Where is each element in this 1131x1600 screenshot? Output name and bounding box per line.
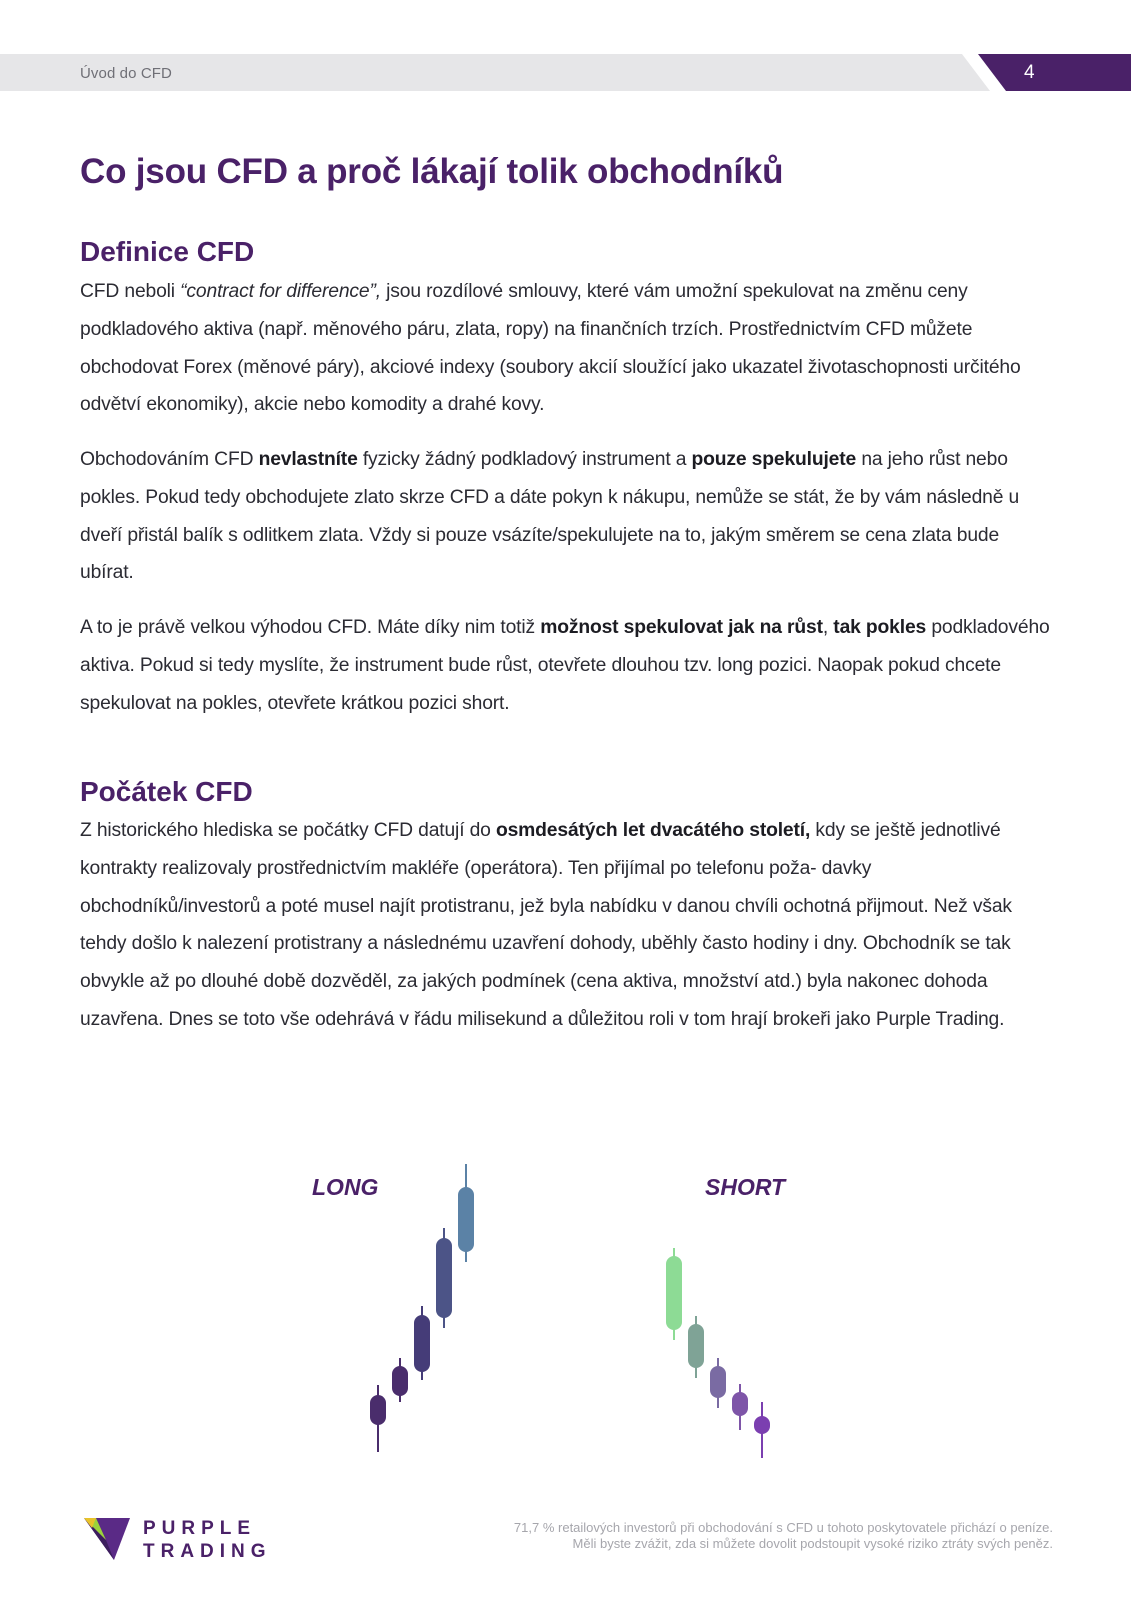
candle-body xyxy=(458,1187,474,1252)
candlestick-illustration xyxy=(0,1140,1131,1460)
page-number: 4 xyxy=(1024,62,1035,83)
paragraph-pocatek-1 xyxy=(80,812,1055,1039)
candle-body xyxy=(370,1395,386,1425)
header-section-title: Úvod do CFD xyxy=(80,65,172,82)
text-run: Obchodováním CFD xyxy=(80,449,259,470)
text-run: jsou rozdílové smlouvy, které vám umožní spekulovat na změnu ceny podkladového aktiva (např. měnového páru, zlata, ropy) na finančních trzích. Prostřednictvím CFD můžete obchodovat Forex (měnové páry), akciové indexy (soubory akcií sloužící jako ukazatel životaschopnosti určitého odvětví ekonomiky), akcie nebo komodity a drahé kovy. xyxy=(80,281,1021,416)
text-run: kdy se ještě jednotlivé kontrakty realizovaly prostřednictvím makléře (operátora). Ten přijímal po telefonu poža- davky obchodníků/investorů a poté musel najít protistranu, jež byla nabídku v danou chvíli ochotná přijmout. Než však tehdy došlo k nalezení protistrany a následnému uzavření dohody, uběhly často hodiny i dny. Obchodník se tak obvykle až po dlouhé době dozvěděl, za jakých podmínek (cena aktiva, množství atd.) byla nakonec dohoda uzavřena. Dnes se toto vše odehrává v řádu milisekund a důležitou roli v tom hrají brokeři jako Purple Trading. xyxy=(80,820,1012,1030)
short-candle xyxy=(666,1248,682,1340)
text-run: , xyxy=(822,617,834,638)
text-run: na jeho růst nebo pokles. Pokud tedy obchodujete zlato skrze CFD a dáte pokyn k nákupu, nemůže se stát, že by vám následně u dveří přistál balík s odlitkem zlata. Vždy si pouze vsázíte/spekulujete na to, jakým směrem se cena zlata bude ubírat. xyxy=(80,449,1020,584)
long-candle xyxy=(392,1358,408,1402)
candle-body xyxy=(732,1392,748,1416)
short-candle xyxy=(688,1316,704,1378)
page-number-tab xyxy=(978,54,1131,91)
text-run: CFD neboli xyxy=(80,281,181,302)
text-run: Z historického hlediska se počátky CFD datují do xyxy=(80,820,496,841)
logo-text-trading: TRADING xyxy=(143,1541,272,1562)
disclaimer-line: Měli byste zvážit, zda si můžete dovolit podstoupit vysoké riziko ztráty svých peněz. xyxy=(572,1536,1053,1551)
paragraph-definice-2 xyxy=(80,441,1055,592)
risk-disclaimer xyxy=(413,1520,1053,1552)
paragraph-definice-3 xyxy=(80,609,1055,722)
purple-trading-logo-icon xyxy=(84,1518,130,1560)
disclaimer-line: 71,7 % retailových investorů při obchodování s CFD u tohoto poskytovatele přichází o peníze. xyxy=(513,1520,1053,1535)
logo-text-purple: PURPLE xyxy=(143,1518,257,1539)
short-candle xyxy=(732,1384,748,1430)
candle-body xyxy=(688,1324,704,1368)
candle-body xyxy=(436,1238,452,1318)
section-heading-pocatek: Počátek CFD xyxy=(80,776,253,807)
short-candles xyxy=(666,1248,770,1458)
text-run: fyzicky žádný podkladový instrument a xyxy=(357,449,692,470)
long-candle xyxy=(436,1228,452,1328)
long-label: LONG xyxy=(312,1174,379,1200)
italic-term: “contract for difference”, xyxy=(180,281,381,302)
paragraph-definice-1 xyxy=(80,273,1055,424)
page-title: Co jsou CFD a proč lákají tolik obchodníků xyxy=(80,152,784,191)
long-candle xyxy=(414,1306,430,1380)
bold-term: pouze spekulujete xyxy=(691,449,857,470)
bold-term: osmdesátých let dvacátého století, xyxy=(495,820,811,841)
candle-body xyxy=(710,1366,726,1398)
short-candle xyxy=(710,1358,726,1408)
short-label: SHORT xyxy=(705,1174,786,1200)
text-run: A to je právě velkou výhodou CFD. Máte díky nim totiž xyxy=(80,617,541,638)
candle-body xyxy=(392,1366,408,1396)
bold-term: nevlastníte xyxy=(258,449,358,470)
bold-term: možnost spekulovat jak na růst xyxy=(540,617,823,638)
candle-body xyxy=(414,1315,430,1372)
long-candles xyxy=(370,1164,474,1452)
long-candle xyxy=(370,1385,386,1452)
short-candle xyxy=(754,1402,770,1458)
bold-term: tak pokles xyxy=(833,617,927,638)
long-candle xyxy=(458,1164,474,1262)
candle-body xyxy=(754,1416,770,1434)
section-heading-definice: Definice CFD xyxy=(80,236,255,267)
candle-body xyxy=(666,1256,682,1330)
text-run: podkladového aktiva. Pokud si tedy myslíte, že instrument bude růst, otevřete dlouhou tzv. long pozici. Naopak pokud chcete spekulovat na pokles, otevřete krátkou pozici short. xyxy=(80,617,1050,714)
